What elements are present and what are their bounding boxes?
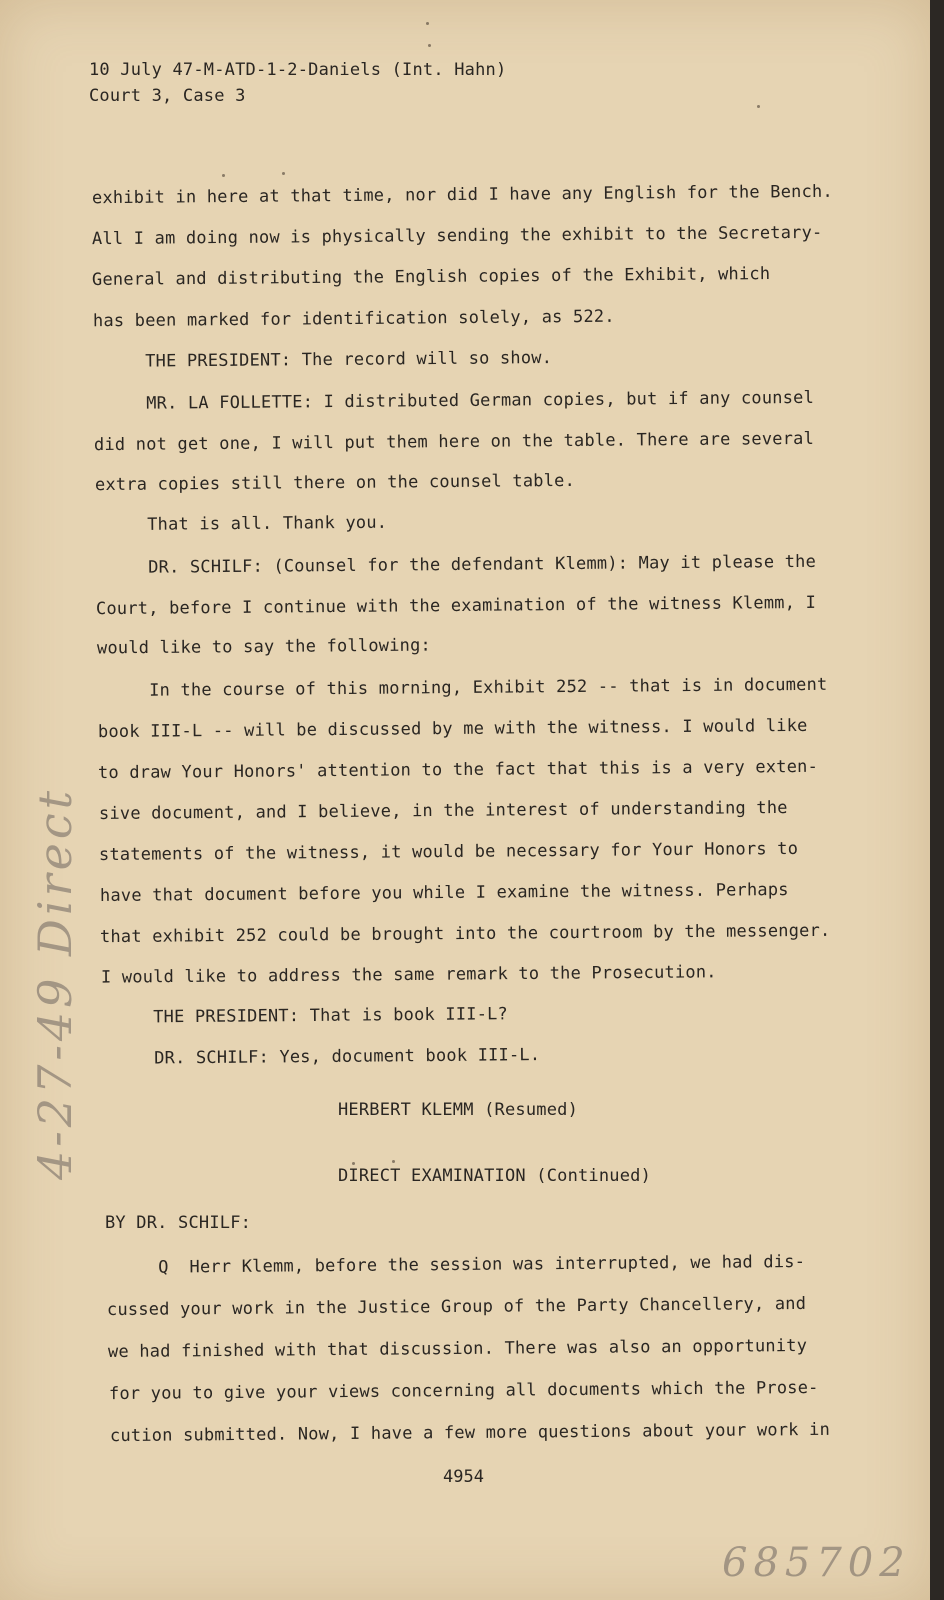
transcript-line: Court, before I continue with the examination of the witness Klemm, I xyxy=(95,592,817,620)
ink-speck xyxy=(352,1162,355,1165)
header-court-line: Court 3, Case 3 xyxy=(89,86,246,106)
section-heading: DIRECT EXAMINATION (Continued) xyxy=(338,1166,652,1186)
transcript-line: THE PRESIDENT: The record will so show. xyxy=(92,347,553,373)
transcript-line: that exhibit 252 could be brought into the courtroom by the messenger. xyxy=(99,920,831,948)
ink-speck xyxy=(282,172,285,175)
transcript-line: we had finished with that discussion. There was also an opportunity xyxy=(107,1335,808,1363)
transcript-line: In the course of this morning, Exhibit 252 -- that is in document xyxy=(96,674,828,702)
transcript-line: for you to give your views concerning all documents which the Prose- xyxy=(108,1377,819,1405)
examiner-heading: BY DR. SCHILF: xyxy=(105,1213,252,1233)
transcript-line: to draw Your Honors' attention to the fact that this is a very exten- xyxy=(97,756,819,784)
transcript-line: would like to say the following: xyxy=(96,635,432,659)
transcript-line: DR. SCHILF: Yes, document book III-L. xyxy=(101,1045,541,1069)
transcript-line: I would like to address the same remark to the Prosecution. xyxy=(100,962,717,988)
handwritten-document-number: 685702 xyxy=(722,1540,911,1586)
transcript-line: That is all. Thank you. xyxy=(94,512,388,536)
transcript-line: exhibit in here at that time, nor did I have any English for the Bench. xyxy=(91,181,833,209)
witness-heading: HERBERT KLEMM (Resumed) xyxy=(338,1100,579,1120)
transcript-line: General and distributing the English copies of the Exhibit, which xyxy=(91,264,771,290)
transcript-line: All I am doing now is physically sending the exhibit to the Secretary- xyxy=(91,222,823,250)
transcript-line: extra copies still there on the counsel table. xyxy=(94,470,576,496)
transcript-line: MR. LA FOLLETTE: I distributed German copies, but if any counsel xyxy=(93,387,815,415)
transcript-line: DR. SCHILF: (Counsel for the defendant Klemm): May it please the xyxy=(95,551,817,579)
page-number: 4954 xyxy=(443,1467,484,1487)
transcript-line: statements of the witness, it would be necessary for Your Honors to xyxy=(98,838,799,866)
transcript-line: sive document, and I believe, in the interest of understanding the xyxy=(98,797,788,825)
ink-speck xyxy=(428,44,431,47)
ink-speck xyxy=(222,174,225,177)
scan-edge xyxy=(930,0,944,1600)
transcript-line: cution submitted. Now, I have a few more questions about your work in xyxy=(109,1419,831,1447)
transcript-line: did not get one, I will put them here on the table. There are several xyxy=(93,428,815,456)
transcript-line: has been marked for identification solely, as 522. xyxy=(92,306,615,332)
header-case-line: 10 July 47-M-ATD-1-2-Daniels (Int. Hahn) xyxy=(89,60,507,80)
ink-speck xyxy=(392,1160,395,1163)
transcript-line: THE PRESIDENT: That is book III-L? xyxy=(100,1004,509,1028)
ink-speck xyxy=(426,22,429,25)
transcript-line: have that document before you while I examine the witness. Perhaps xyxy=(99,879,789,907)
transcript-line: Q Herr Klemm, before the session was interrupted, we had dis- xyxy=(105,1251,806,1279)
handwritten-margin-note: 4-27-49 Direct xyxy=(28,786,82,1180)
transcript-line: cussed your work in the Justice Group of the Party Chancellery, and xyxy=(106,1293,807,1321)
ink-speck xyxy=(757,105,760,108)
transcript-line: book III-L -- will be discussed by me with the witness. I would like xyxy=(97,715,808,743)
